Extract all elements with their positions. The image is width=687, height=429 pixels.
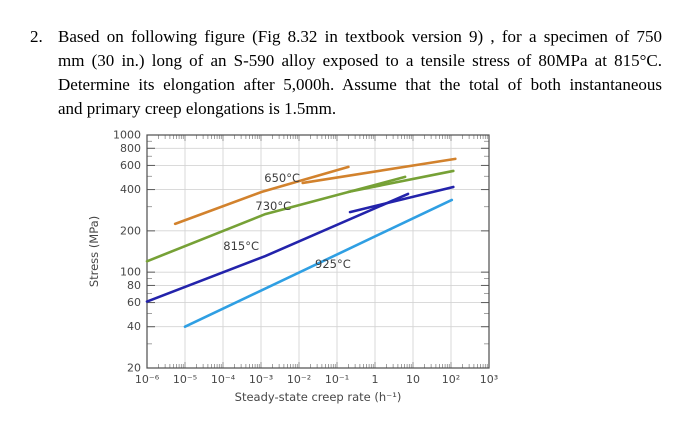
x-tick-label: 10⁻⁶ [134,373,160,386]
y-tick-label: 600 [120,158,141,172]
x-tick-label: 10 [406,373,420,386]
problem-line-2: mm (30 in.) long of an S-590 alloy exposed to a tensile stress of 80MPa at 815°C. [58,51,662,70]
problem-number: 2. [30,27,43,46]
creep-rate-figure [85,123,510,423]
series-temp-label: 925°C [315,257,351,272]
problem-text [58,25,662,121]
problem-line-1: Based on following figure (Fig 8.32 in textbook version 9) , for a specimen of 750 [58,27,662,46]
series-line [303,159,456,183]
stress-vs-creep-rate-chart [85,123,510,423]
problem-line-4: and primary creep elongations is 1.5mm. [58,99,337,118]
x-tick-label: 10³ [479,373,499,386]
y-axis-title: Stress (MPa) [87,215,101,288]
y-tick-labels [113,129,141,375]
axis-ticks [147,135,489,368]
gridlines [147,135,489,368]
x-axis-title: Steady-state creep rate (h⁻¹) [234,390,402,404]
series-temp-label: 650°C [264,170,301,185]
y-tick-label: 200 [120,224,141,238]
series-line [350,187,453,212]
y-tick-label: 400 [120,183,141,197]
y-tick-label: 80 [127,278,141,292]
series-3 [185,200,452,327]
x-tick-labels [135,373,498,386]
y-tick-label: 40 [127,320,141,334]
x-tick-label: 10² [441,373,461,386]
series-temp-label: 815°C [223,239,259,254]
y-tick-label: 60 [127,296,141,310]
x-tick-label: 10⁻² [286,373,312,386]
x-tick-label: 10⁻³ [248,373,274,386]
x-tick-label: 1 [371,373,379,386]
y-tick-label: 20 [127,361,141,375]
x-tick-label: 10⁻¹ [324,373,350,386]
plot-frame [147,135,489,368]
y-tick-label: 800 [120,141,141,155]
x-tick-label: 10⁻⁵ [172,373,198,386]
y-tick-label: 1000 [113,128,141,142]
problem-line-3: Determine its elongation after 5,000h. Assume that the total of both instantaneous [58,75,662,94]
y-tick-label: 100 [120,265,141,279]
problem-statement [30,25,662,121]
series-temp-label: 730°C [255,198,292,213]
x-tick-label: 10⁻⁴ [210,373,236,386]
